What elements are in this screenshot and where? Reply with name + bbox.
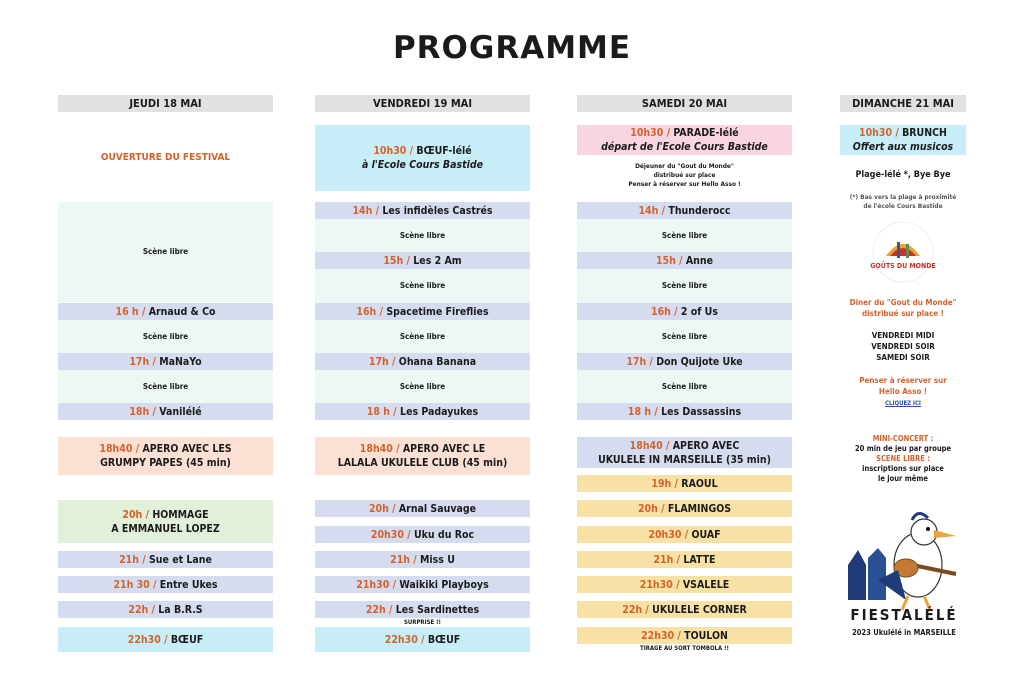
slot-name: VSALELE [682,578,730,591]
apero-line2: GRUMPY PAPES (45 min) [100,457,231,469]
slot-time: 18h40 [359,443,393,455]
slot-name: OUAF [691,528,721,541]
sun-plage-note [835,193,971,211]
slot-time: 17h [626,355,647,368]
slot-separator: / [662,439,673,452]
slot-separator: / [403,254,414,267]
slot-time: 20h30 [370,528,404,541]
mini-line1: MINI-CONCERT : [872,434,934,443]
scene-libre-label: Scène libre [399,381,446,391]
slot-separator: / [681,528,692,541]
reserve-line1: Penser à réserver sur [859,376,947,385]
sat-tombola-note: TIRAGE AU SORT TOMBOLA !! [640,645,729,652]
sat-slot-15h [577,252,792,269]
thu-slot-21h [58,551,273,568]
sat-slot-18h [577,403,792,420]
sun-diner [835,297,971,319]
sat-slot-20h30 [577,526,792,543]
slot-name: RAOUL [681,477,718,490]
slot-time: 10h30 [630,127,664,139]
parade-line1: PARADE-lélé [673,127,739,139]
slot-separator: / [132,443,143,455]
thu-apero [58,437,273,475]
sun-mini-concert [835,434,971,484]
slot-separator: / [406,145,417,157]
sat-scene-libre-1 [577,219,792,252]
fri-surprise-note: SURPRISE !! [404,619,441,626]
thu-slot-17h [58,353,273,370]
thu-slot-22h [58,601,273,618]
slot-separator: / [385,603,396,616]
slot-separator: / [160,633,171,646]
slot-time: 22h30 [384,633,418,646]
slot-separator: / [142,508,153,521]
slot-name: Les infidèles Castrés [382,204,493,217]
sun-reserve [840,375,966,397]
scene-libre-label: Scène libre [661,381,708,391]
fri-slot-22h30 [315,627,530,652]
thu-slot-21h30 [58,576,273,593]
lunch-line2: distribué sur place [653,171,716,179]
sat-lunch-info [577,162,792,189]
slot-name: TOULON [684,629,728,642]
slot-separator: / [138,305,149,318]
day-header-friday: VENDREDI 19 MAI [315,95,530,112]
slot-time: 20h [637,502,658,515]
sun-brunch [840,125,966,155]
fiestalele-mascot [838,510,970,652]
fri-scene-libre-3 [315,320,530,353]
slot-name: Waikiki Playboys [399,578,489,591]
sat-slot-20h [577,500,792,517]
slot-name: Don Quijote Uke [656,355,743,368]
slot-name: Les Dassassins [661,405,742,418]
diner-line2: distribué sur place ! [862,309,944,318]
slot-time: 18 h [627,405,652,418]
slot-name: Les 2 Am [413,254,462,267]
slot-separator: / [138,553,149,566]
sun-schedule [840,330,966,363]
slot-separator: / [388,355,399,368]
scene-libre-label: Scène libre [142,247,189,256]
slot-time: 22h30 [127,633,161,646]
slot-name: Les Sardinettes [395,603,480,616]
scene-libre-label: Scène libre [142,381,189,391]
slot-time: 22h [622,603,643,616]
day-header-thursday: JEUDI 18 MAI [58,95,273,112]
sat-slot-21h [577,551,792,568]
slot-name: Thunderocc [668,204,731,217]
sat-slot-14h [577,202,792,219]
sat-apero [577,437,792,468]
slot-separator: / [646,355,657,368]
slot-time: 20h [122,508,143,521]
parade-line2: départ de l'Ecole Cours Bastide [601,141,768,153]
fri-slot-18h [315,403,530,420]
slot-name: BŒUF [427,633,461,646]
scene-libre-label: Scène libre [399,331,446,341]
slot-name: 2 of Us [680,305,718,318]
scene-libre-label: Scène libre [661,331,708,341]
sat-slot-22h [577,601,792,618]
diner-line1: Diner du "Gout du Monde" [849,298,957,307]
hommage-line2: A EMMANUEL LOPEZ [111,522,220,535]
apero-line1: APERO AVEC [672,439,740,452]
lunch-line1: Déjeuner du "Gout du Monde" [635,162,734,170]
slot-name: Ohana Banana [398,355,477,368]
fri-slot-21h [315,551,530,568]
fri-scene-libre-2 [315,269,530,303]
apero-line2: LALALA UKULELE CLUB (45 min) [337,457,508,469]
thu-scene-libre-1 [58,202,273,302]
scene-libre-label: Scène libre [399,281,446,290]
note-line2: de l'école Cours Bastide [863,202,943,210]
fiestalele-title: FIESTALÉLÉ [850,606,958,624]
slot-time: 15h [655,254,676,267]
slot-separator: / [403,528,414,541]
sched-line1: VENDREDI MIDI [871,331,935,340]
logo-text: GOÛTS DU MONDE [870,262,936,270]
thu-slot-18h [58,403,273,420]
slot-name: FLAMINGOS [667,502,732,515]
slot-name: Arnal Sauvage [398,502,477,515]
thu-opening [58,150,273,166]
slot-name: Miss U [420,553,455,566]
slot-separator: / [417,633,428,646]
mini-line3: SCENE LIBRE : [876,454,930,463]
slot-time: 22h30 [641,629,675,642]
slot-separator: / [671,477,682,490]
slot-separator: / [410,553,421,566]
slot-name: Sue et Lane [148,553,212,566]
slot-time: 17h [129,355,150,368]
apero-line2: UKULELE IN MARSEILLE (35 min) [598,453,771,466]
sat-scene-libre-4 [577,370,792,403]
hommage-line1: HOMMAGE [152,508,209,521]
gouts-du-monde-logo [866,222,940,286]
boeuf-line2: à l'Ecole Cours Bastide [361,159,484,171]
sun-plage: Plage-lélé *, Bye Bye [855,170,951,180]
slot-time: 14h [352,204,373,217]
sat-slot-19h [577,475,792,492]
slot-separator: / [149,578,160,591]
sat-slot-22h30 [577,627,792,644]
sat-scene-libre-3 [577,320,792,353]
fri-slot-22h [315,601,530,618]
brunch-line2: Offert aux musicos [852,141,954,153]
slot-time: 20h30 [648,528,682,541]
fri-slot-17h [315,353,530,370]
fri-slot-20h [315,500,530,517]
slot-name: MaNaYo [159,355,202,368]
slot-name: Vanilélé [159,405,202,418]
slot-time: 16h [356,305,377,318]
thu-scene-libre-3 [58,370,273,403]
fri-slot-16h [315,303,530,320]
slot-time: 10h30 [373,145,407,157]
slot-name: BŒUF [170,633,204,646]
sched-line2: VENDREDI SOIR [871,342,935,351]
slot-separator: / [892,127,903,139]
slot-name: La B.R.S [158,603,203,616]
slot-separator: / [670,305,681,318]
slot-name: Uku du Roc [413,528,475,541]
scene-libre-label: Scène libre [399,230,446,240]
page-title: PROGRAMME [392,30,632,66]
slot-separator: / [389,578,400,591]
slot-separator: / [651,405,662,418]
slot-time: 16 h [115,305,139,318]
slot-separator: / [376,305,387,318]
scene-libre-label: Scène libre [142,331,189,341]
fiestalele-subtitle: 2023 Ukulélé in MARSEILLE [852,628,956,637]
slot-time: 22h [365,603,386,616]
apero-line1: APERO AVEC LE [402,443,486,455]
note-line1: (*) Bas vers la plage à proximité [849,193,957,201]
thu-scene-libre-2 [58,320,273,353]
slot-name: LATTE [683,553,716,566]
slot-separator: / [390,405,401,418]
opening-text: OUVERTURE DU FESTIVAL [100,152,231,163]
slot-time: 16h [651,305,671,318]
slot-time: 18h [129,405,150,418]
mini-line2: 20 min de jeu par groupe [854,444,952,453]
hello-asso-link[interactable]: CLIQUEZ ICI [885,400,921,407]
slot-name: Anne [685,254,714,267]
slot-name: UKULELE CORNER [652,603,747,616]
slot-time: 21h [119,553,139,566]
slot-time: 21h [653,553,674,566]
slot-separator: / [149,355,160,368]
mini-line5: le jour même [878,474,928,483]
thu-slot-22h30 [58,627,273,652]
fri-boeuf-lele [315,125,530,191]
slot-time: 21h30 [356,578,390,591]
mini-line4: inscriptions sur place [862,464,944,473]
slot-separator: / [674,629,685,642]
brunch-name: BRUNCH [902,127,947,139]
reserve-line2: Hello Asso ! [878,387,928,396]
slot-separator: / [673,553,684,566]
fri-slot-15h [315,252,530,269]
fri-slot-21h30 [315,576,530,593]
fri-apero [315,437,530,475]
day-header-saturday: SAMEDI 20 MAI [577,95,792,112]
slot-separator: / [672,578,683,591]
sat-scene-libre-2 [577,269,792,303]
scene-libre-label: Scène libre [661,281,708,290]
thu-slot-20h [58,500,273,543]
sat-parade-lele [577,125,792,155]
slot-separator: / [675,254,686,267]
slot-time: 18h40 [629,439,663,452]
slot-time: 18 h [366,405,391,418]
slot-name: Arnaud & Co [148,305,216,318]
slot-separator: / [657,502,668,515]
fri-slot-14h [315,202,530,219]
sat-slot-17h [577,353,792,370]
day-header-sunday: DIMANCHE 21 MAI [840,95,966,112]
slot-separator: / [388,502,399,515]
lunch-line3: Penser à réserver sur Hello Asso ! [628,180,741,188]
sat-slot-21h30 [577,576,792,593]
slot-time: 14h [638,204,659,217]
slot-time: 20h [368,502,389,515]
slot-separator: / [372,204,383,217]
slot-name: Spacetime Fireflies [386,305,489,318]
slot-time: 18h40 [99,443,133,455]
scene-libre-label: Scène libre [661,230,708,240]
slot-separator: / [663,127,674,139]
slot-time: 21h [390,553,410,566]
boeuf-line1: BŒUF-lélé [416,145,472,157]
slot-separator: / [642,603,653,616]
fri-scene-libre-1 [315,219,530,252]
slot-time: 22h [128,603,149,616]
fri-scene-libre-4 [315,370,530,403]
seagull-ukulele-icon [838,510,970,615]
slot-separator: / [148,603,159,616]
slot-name: Entre Ukes [159,578,218,591]
sched-line3: SAMEDI SOIR [876,353,930,362]
slot-time: 21h30 [639,578,673,591]
slot-time: 17h [368,355,389,368]
apero-line1: APERO AVEC LES [142,443,232,455]
slot-separator: / [149,405,160,418]
slot-time: 21h 30 [113,578,150,591]
slot-time: 15h [383,254,404,267]
slot-separator: / [392,443,403,455]
fri-slot-20h30 [315,526,530,543]
slot-separator: / [658,204,669,217]
slot-name: Les Padayukes [400,405,479,418]
slot-time: 19h [651,477,672,490]
gouts-du-monde-logo-icon [866,222,940,286]
slot-time: 10h30 [859,127,893,139]
sat-slot-16h [577,303,792,320]
thu-slot-16h [58,303,273,320]
